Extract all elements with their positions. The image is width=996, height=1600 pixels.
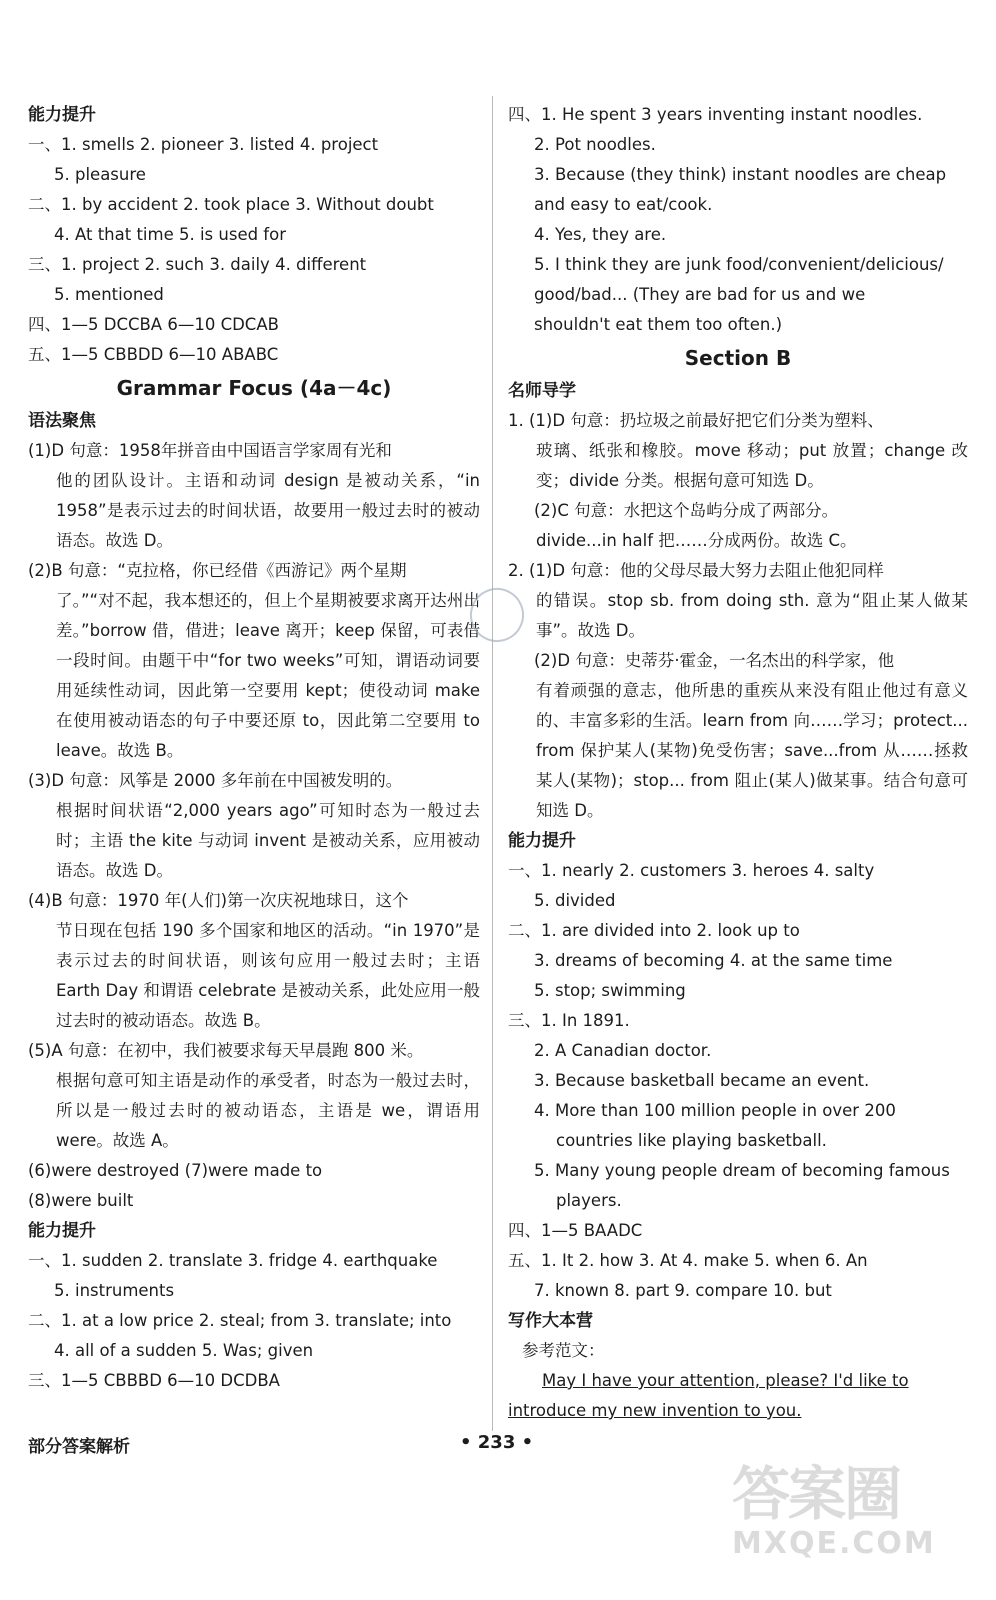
guide-item-first: 1. (1)D 句意：扔垃圾之前最好把它们分类为塑料、 — [508, 411, 884, 430]
guide-item — [508, 556, 968, 646]
watermark-logo — [732, 1462, 982, 1582]
answer-line: 二、1. are divided into 2. look up to — [508, 921, 800, 940]
guide-item-first: (2)D 句意：史蒂芬·霍金，一名杰出的科学家，他 — [534, 651, 895, 670]
answer-line: 三、1. In 1891. — [508, 1011, 630, 1030]
answer-line: 3. Because (they think) instant noodles are cheap — [534, 165, 947, 184]
answer-line: and easy to eat/cook. — [534, 195, 713, 214]
answer-line: 四、1—5 DCCBA 6—10 CDCAB — [28, 315, 279, 334]
answer-line: players. — [556, 1191, 622, 1210]
answer-line: 2. A Canadian doctor. — [534, 1041, 712, 1060]
heading-nengli-tisheng: 能力提升 — [28, 105, 96, 125]
heading-nengli-tisheng: 能力提升 — [508, 831, 576, 851]
answer-line: 5. mentioned — [54, 285, 164, 304]
guide-item-first: 2. (1)D 句意：他的父母尽最大努力去阻止他犯同样 — [508, 561, 884, 580]
grammar-focus-title: Grammar Focus (4a－4c) — [116, 376, 392, 400]
left-column — [28, 100, 480, 1396]
answer-line: shouldn't eat them too often.) — [534, 315, 783, 334]
answer-line: countries like playing basketball. — [556, 1131, 827, 1150]
answer-line: 三、1. project 2. such 3. daily 4. different — [28, 255, 367, 274]
answer-line: 5. Many young people dream of becoming famous — [534, 1161, 950, 1180]
answer-line: 7. known 8. part 9. compare 10. but — [534, 1281, 832, 1300]
answer-line: 4. More than 100 million people in over 200 — [534, 1101, 896, 1120]
grammar-item — [28, 436, 480, 556]
answer-line: 5. pleasure — [54, 165, 146, 184]
grammar-item-first: (5)A 句意：在初中，我们被要求每天早晨跑 800 米。 — [28, 1041, 424, 1060]
answer-line: 三、1—5 CBBBD 6—10 DCDBA — [28, 1371, 280, 1390]
page-number: • 233 • — [460, 1432, 534, 1453]
grammar-item-first: (3)D 句意：风筝是 2000 多年前在中国被发明的。 — [28, 771, 403, 790]
column-divider — [492, 96, 493, 1431]
sample-essay-line: May I have your attention, please? I'd like to — [542, 1371, 909, 1390]
sample-essay-line: introduce my new invention to you. — [508, 1401, 802, 1420]
grammar-item-body: 节日现在包括 190 多个国家和地区的活动。“in 1970”是表示过去的时间状语，则该句应用一般过去时；主语 Earth Day 和谓语 celebrate 是被动关系，此处应用一般过去时的被动语态。故选 B。 — [56, 921, 480, 1030]
grammar-item-body: 了。”“对不起，我本想还的，但上个星期被要求离开达州出差。”borrow 借，借进；leave 离开；keep 保留，可表借一段时间。由题干中“for two weeks”可知，谓语动词要用延续性动词，因此第一空要用 kept；使役动词 make 在使用被动语态的句子中要还原 to，因此第二空要用 to leave。故选 B。 — [56, 591, 480, 760]
answer-line: 二、1. at a low price 2. steal; from 3. translate; into — [28, 1311, 452, 1330]
grammar-item-first: (2)B 句意：“克拉格，你已经借《西游记》两个星期 — [28, 561, 407, 580]
answer-line: 二、1. by accident 2. took place 3. Without doubt — [28, 195, 434, 214]
answer-line: 2. Pot noodles. — [534, 135, 656, 154]
guide-item-first: (2)C 句意：水把这个岛屿分成了两部分。 — [534, 501, 839, 520]
answer-line: good/bad... (They are bad for us and we — [534, 285, 866, 304]
answer-line: 4. At that time 5. is used for — [54, 225, 286, 244]
grammar-item-body: 根据句意可知主语是动作的承受者，时态为一般过去时，所以是一般过去时的被动语态，主语是 we，谓语用 were。故选 A。 — [56, 1071, 480, 1150]
answer-line: 5. instruments — [54, 1281, 175, 1300]
sample-essay-label: 参考范文： — [522, 1341, 605, 1360]
grammar-item — [28, 886, 480, 1036]
answer-line: 5. divided — [534, 891, 616, 910]
heading-mingshi-daoxue: 名师导学 — [508, 381, 576, 401]
grammar-item-body: 根据时间状语“2,000 years ago”可知时态为一般过去时；主语 the kite 与动词 invent 是被动关系，应用被动语态。故选 D。 — [56, 801, 480, 880]
grammar-item-first: (4)B 句意：1970 年(人们)第一次庆祝地球日，这个 — [28, 891, 409, 910]
grammar-item — [28, 1036, 480, 1156]
heading-yufa-jujiao: 语法聚焦 — [28, 411, 96, 431]
answer-line: 一、1. nearly 2. customers 3. heroes 4. salty — [508, 861, 875, 880]
answer-line: 5. stop; swimming — [534, 981, 686, 1000]
answer-line: (6)were destroyed (7)were made to — [28, 1161, 323, 1180]
answer-line: 4. Yes, they are. — [534, 225, 667, 244]
guide-item-body: divide...in half 把……分成两份。故选 C。 — [536, 531, 857, 550]
grammar-item — [28, 766, 480, 886]
answer-line: 一、1. sudden 2. translate 3. fridge 4. earthquake — [28, 1251, 438, 1270]
answer-line: 五、1—5 CBBDD 6—10 ABABC — [28, 345, 279, 364]
footer-label: 部分答案解析 — [28, 1437, 130, 1457]
section-b-title: Section B — [684, 346, 792, 370]
answer-line: 5. I think they are junk food/convenient/delicious/ — [534, 255, 944, 274]
guide-item-body: 有着顽强的意志，他所患的重疾从来没有阻止他过有意义的、丰富多彩的生活。learn from 向……学习；protect... from 保护某人(某物)免受伤害；save...from 从……拯救某人(某物)；stop... from 阻止(某人)做某事。结合句意可知选 D。 — [536, 681, 968, 820]
guide-item — [508, 406, 968, 496]
answer-line: 4. all of a sudden 5. Was; given — [54, 1341, 314, 1360]
grammar-item-body: 他的团队设计。主语和动词 design 是被动关系，“in 1958”是表示过去的时间状语，故要用一般过去时的被动语态。故选 D。 — [56, 471, 480, 550]
answer-line: 3. Because basketball became an event. — [534, 1071, 870, 1090]
grammar-item-first: (1)D 句意：1958年拼音由中国语言学家周有光和 — [28, 441, 392, 460]
guide-item — [508, 496, 968, 556]
right-column — [508, 100, 968, 1426]
guide-item-body: 的错误。stop sb. from doing sth. 意为“阻止某人做某事”。故选 D。 — [536, 591, 968, 640]
answer-line: 四、1—5 BAADC — [508, 1221, 643, 1240]
answer-line: 四、1. He spent 3 years inventing instant noodles. — [508, 105, 923, 124]
answer-line: (8)were built — [28, 1191, 134, 1210]
heading-xiezuo-dabenying: 写作大本营 — [508, 1311, 593, 1331]
guide-item-body: 玻璃、纸张和橡胶。move 移动；put 放置；change 改变；divide 分类。根据句意可知选 D。 — [536, 441, 968, 490]
answer-line: 一、1. smells 2. pioneer 3. listed 4. project — [28, 135, 379, 154]
answer-line: 3. dreams of becoming 4. at the same time — [534, 951, 893, 970]
answer-line: 五、1. It 2. how 3. At 4. make 5. when 6. An — [508, 1251, 868, 1270]
watermark-url: MXQE.COM — [732, 1526, 936, 1561]
heading-nengli-tisheng: 能力提升 — [28, 1221, 96, 1241]
watermark-title: 答案圈 — [732, 1460, 901, 1528]
guide-item — [508, 646, 968, 826]
grammar-item — [28, 556, 480, 766]
